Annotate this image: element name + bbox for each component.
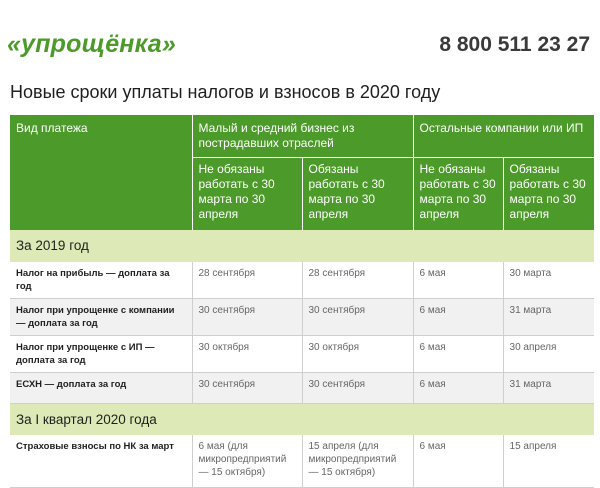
payment-name: Налог на прибыль — доплата за год [10,262,192,299]
table-cell: 30 октября [192,335,302,372]
section-label: За 2019 год [10,230,594,262]
table-row [10,298,594,335]
column-group-other: Остальные компании или ИП [413,115,594,158]
table-cell: 31 марта [503,298,594,335]
table-row [10,435,594,487]
table-cell: 30 сентября [192,372,302,403]
table-cell: 31 марта [503,372,594,403]
subheader-small-not-working: Не обязаны работать с 30 марта по 30 апреля [192,158,302,230]
table-cell: 30 сентября [302,372,413,403]
section-label: За I квартал 2020 года [10,403,594,435]
table-cell: 6 мая [413,335,503,372]
table-cell: 28 сентября [192,262,302,299]
payment-name: ЕСХН — доплата за год [10,372,192,403]
payment-name: Налог при упрощенке с ИП — доплата за год [10,335,192,372]
table-row [10,262,594,299]
table-row [10,335,594,372]
table-cell: 15 апреля (для микропредприятий — 15 октября) [302,435,413,487]
tax-deadlines-table [10,115,594,488]
table-cell: 15 апреля [503,435,594,487]
subheader-other-working: Обязаны работать с 30 марта по 30 апреля [503,158,594,230]
section-row [10,230,594,262]
phone-number[interactable]: 8 800 511 23 27 [439,33,590,56]
table-cell: 6 мая [413,435,503,487]
section-row [10,403,594,435]
table-cell: 30 сентября [192,298,302,335]
table-cell: 30 сентября [302,298,413,335]
payment-name: Налог при упрощенке с компании — доплата за год [10,298,192,335]
table-cell: 28 сентября [302,262,413,299]
table-cell: 30 марта [503,262,594,299]
table-cell: 30 октября [302,335,413,372]
column-header-payment: Вид платежа [10,115,192,230]
table-header-row [10,115,594,158]
table-cell: 6 мая [413,372,503,403]
column-group-small-business: Малый и средний бизнес из пострадавших отраслей [192,115,413,158]
subheader-small-working: Обязаны работать с 30 марта по 30 апреля [302,158,413,230]
brand-logo[interactable]: «упрощёнка» [7,30,176,58]
table-cell: 6 мая (для микропредприятий — 15 октября) [192,435,302,487]
subheader-other-not-working: Не обязаны работать с 30 марта по 30 апреля [413,158,503,230]
table-cell: 6 мая [413,262,503,299]
table-row [10,372,594,403]
table-cell: 30 апреля [503,335,594,372]
payment-name: Страховые взносы по НК за март [10,435,192,487]
page-title: Новые сроки уплаты налогов и взносов в 2020 году [10,82,441,102]
table-cell: 6 мая [413,298,503,335]
